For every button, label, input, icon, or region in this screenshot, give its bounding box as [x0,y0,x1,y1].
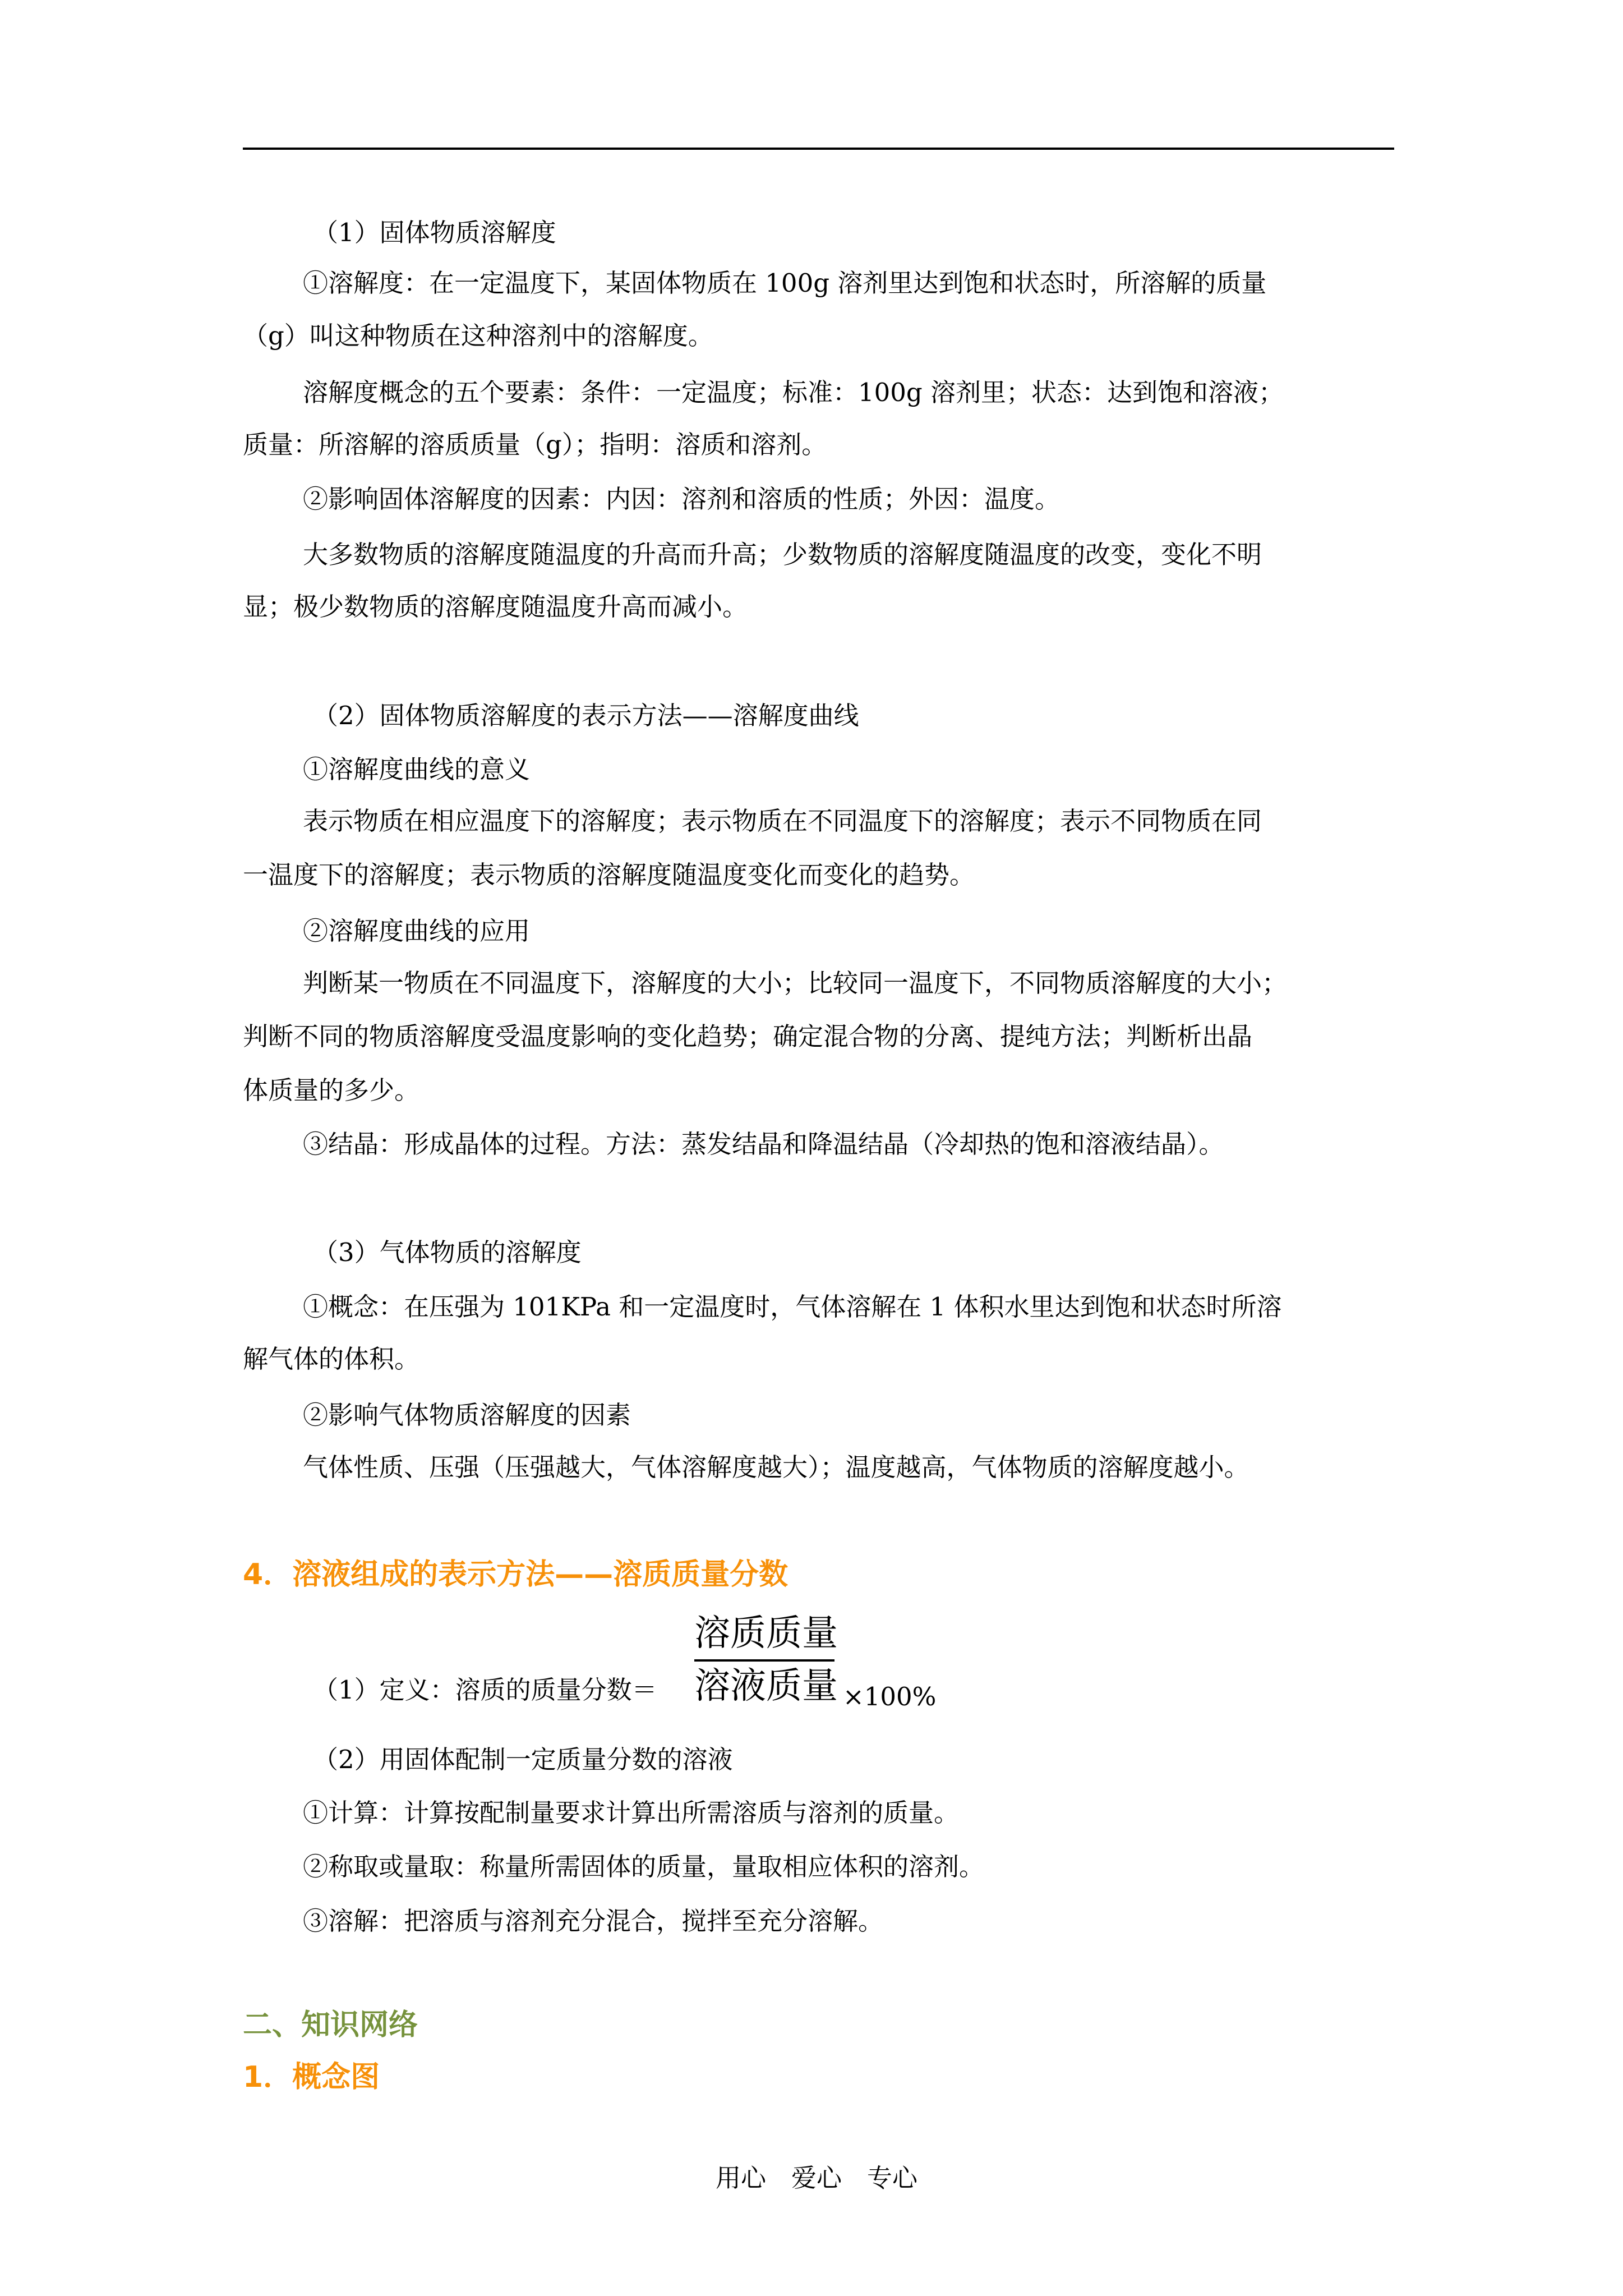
page-footer: 用心 爱心 专心 [716,2163,918,2193]
heading-knowledge-network: 二、知识网络 [243,2008,418,2042]
section-2-title: （2）固体物质溶解度的表示方法——溶解度曲线 [313,701,859,730]
s3-paragraph-1-line-1: ①概念：在压强为 101KPa 和一定温度时，气体溶解在 1 体积水里达到饱和状态时所溶 [303,1292,1282,1322]
s2-paragraph-2-line-1: 表示物质在相应温度下的溶解度；表示物质在不同温度下的溶解度；表示不同物质在同 [303,806,1262,836]
s1-paragraph-4-line-1: 大多数物质的溶解度随温度的升高而升高；少数物质的溶解度随温度的改变，变化不明 [303,540,1262,569]
fraction-bar [694,1659,834,1662]
section-3-title: （3）气体物质的溶解度 [313,1237,582,1267]
s1-paragraph-2-line-2: 质量：所溶解的溶质质量（g）；指明：溶质和溶剂。 [243,430,827,459]
section-1-title: （1）固体物质溶解度 [313,218,556,247]
definition-suffix: ×100% [843,1682,937,1711]
s2-paragraph-2-line-2: 一温度下的溶解度；表示物质的溶解度随温度变化而变化的趋势。 [243,860,975,890]
s2-paragraph-3: ②溶解度曲线的应用 [303,916,531,946]
s2-paragraph-1: ①溶解度曲线的意义 [303,754,531,784]
s2-paragraph-4-line-2: 判断不同的物质溶解度受温度影响的变化趋势；确定混合物的分离、提纯方法；判断析出晶 [243,1022,1253,1051]
step-dissolve: ③溶解：把溶质与溶剂充分混合，搅拌至充分溶解。 [303,1906,884,1936]
subsection-prepare-solution: （2）用固体配制一定质量分数的溶液 [313,1745,733,1774]
definition-prefix: （1）定义：溶质的质量分数＝ [313,1675,657,1705]
s1-paragraph-2-line-1: 溶解度概念的五个要素：条件：一定温度；标准：100g 溶剂里；状态：达到饱和溶液； [303,378,1284,407]
s3-paragraph-1-line-2: 解气体的体积。 [243,1344,420,1374]
s2-paragraph-5: ③结晶：形成晶体的过程。方法：蒸发结晶和降温结晶（冷却热的饱和溶液结晶）。 [303,1129,1224,1159]
heading-solution-composition: 4．溶液组成的表示方法——溶质质量分数 [243,1558,789,1591]
s1-paragraph-4-line-2: 显；极少数物质的溶解度随温度升高而减小。 [243,592,748,622]
s1-paragraph-3: ②影响固体溶解度的因素：内因：溶剂和溶质的性质；外因：温度。 [303,484,1061,514]
fraction-numerator: 溶质质量 [694,1613,838,1654]
s2-paragraph-4-line-3: 体质量的多少。 [243,1075,420,1105]
heading-concept-map: 1．概念图 [243,2060,380,2094]
s1-paragraph-1-line-1: ①溶解度：在一定温度下，某固体物质在 100g 溶剂里达到饱和状态时，所溶解的质量 [303,268,1267,298]
header-rule [243,148,1394,150]
step-weigh: ②称取或量取：称量所需固体的质量，量取相应体积的溶剂。 [303,1852,985,1881]
s3-paragraph-2: ②影响气体物质溶解度的因素 [303,1400,631,1430]
s3-paragraph-3: 气体性质、压强（压强越大，气体溶解度越大）；温度越高，气体物质的溶解度越小。 [303,1452,1249,1482]
step-calculate: ①计算：计算按配制量要求计算出所需溶质与溶剂的质量。 [303,1798,960,1828]
s1-paragraph-1-line-2: （g）叫这种物质在这种溶剂中的溶解度。 [243,321,713,351]
fraction-denominator: 溶液质量 [694,1665,838,1707]
s2-paragraph-4-line-1: 判断某一物质在不同温度下，溶解度的大小；比较同一温度下，不同物质溶解度的大小； [303,968,1288,998]
